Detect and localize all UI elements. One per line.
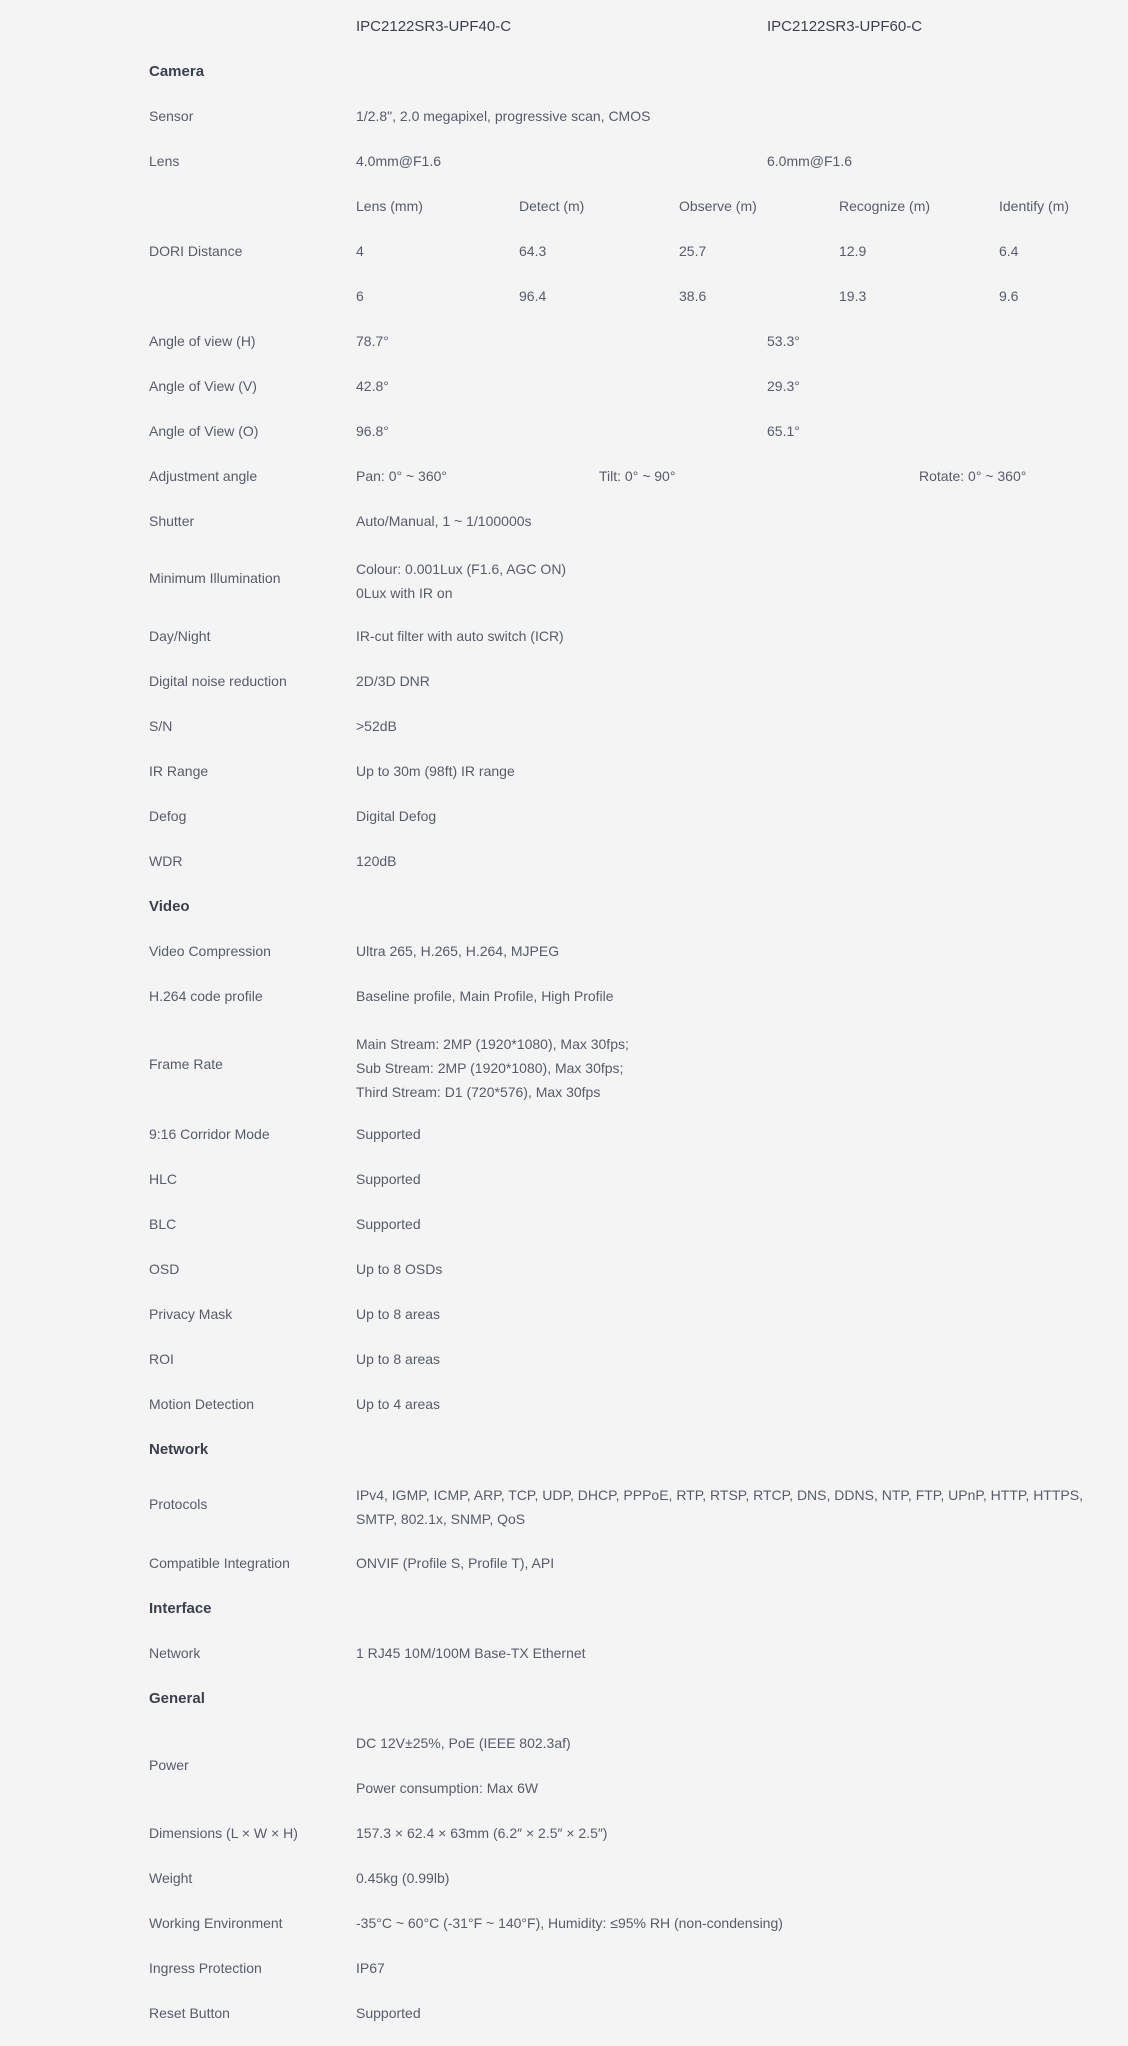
spec-label: Power bbox=[149, 1757, 189, 1773]
spec-value-line: Sub Stream: 2MP (1920*1080), Max 30fps; bbox=[356, 1060, 624, 1076]
spec-label: OSD bbox=[149, 1261, 180, 1277]
dori-cell: 12.9 bbox=[839, 243, 867, 259]
spec-label: Weight bbox=[149, 1870, 193, 1886]
spec-label: Ingress Protection bbox=[149, 1960, 262, 1976]
dori-col-lens: Lens (mm) bbox=[356, 198, 423, 214]
spec-label: WDR bbox=[149, 853, 183, 869]
spec-label: DORI Distance bbox=[149, 243, 243, 259]
spec-value: Ultra 265, H.265, H.264, MJPEG bbox=[356, 943, 560, 959]
spec-label: Digital noise reduction bbox=[149, 673, 287, 689]
spec-value-line: 0Lux with IR on bbox=[356, 585, 453, 601]
spec-label: H.264 code profile bbox=[149, 988, 263, 1004]
spec-label: Working Environment bbox=[149, 1915, 283, 1931]
spec-value: Supported bbox=[356, 1126, 421, 1142]
spec-value-model-1: 42.8° bbox=[356, 378, 389, 394]
spec-value-model-2: 65.1° bbox=[767, 423, 800, 439]
spec-value-line: Colour: 0.001Lux (F1.6, AGC ON) bbox=[356, 561, 567, 577]
dori-cell: 38.6 bbox=[679, 288, 707, 304]
dori-col-observe: Observe (m) bbox=[679, 198, 757, 214]
spec-value: >52dB bbox=[356, 718, 397, 734]
dori-cell: 96.4 bbox=[519, 288, 547, 304]
spec-value-line: DC 12V±25%, PoE (IEEE 802.3af) bbox=[356, 1735, 571, 1751]
spec-label: HLC bbox=[149, 1171, 178, 1187]
spec-value: Baseline profile, Main Profile, High Profile bbox=[356, 988, 614, 1004]
spec-label: Angle of View (V) bbox=[149, 378, 257, 394]
spec-value-line: Third Stream: D1 (720*576), Max 30fps bbox=[356, 1084, 601, 1100]
section-title: General bbox=[149, 1690, 205, 1707]
section-title: Camera bbox=[149, 63, 205, 80]
spec-label: Lens bbox=[149, 153, 180, 169]
section-title: Network bbox=[149, 1441, 209, 1458]
model-2-title: IPC2122SR3-UPF60-C bbox=[767, 18, 923, 35]
dori-cell: 64.3 bbox=[519, 243, 547, 259]
adjustment-pan: Pan: 0° ~ 360° bbox=[356, 468, 447, 484]
model-1-title: IPC2122SR3-UPF40-C bbox=[356, 18, 512, 35]
adjustment-tilt: Tilt: 0° ~ 90° bbox=[599, 468, 676, 484]
spec-value: IR-cut filter with auto switch (ICR) bbox=[356, 628, 564, 644]
dori-cell: 6 bbox=[356, 288, 364, 304]
dori-cell: 25.7 bbox=[679, 243, 707, 259]
spec-label: Angle of View (O) bbox=[149, 423, 259, 439]
spec-label: Privacy Mask bbox=[149, 1306, 233, 1322]
spec-value: 157.3 × 62.4 × 63mm (6.2″ × 2.5″ × 2.5″) bbox=[356, 1825, 608, 1841]
spec-value: 0.45kg (0.99lb) bbox=[356, 1870, 450, 1886]
spec-value-model-1: 78.7° bbox=[356, 333, 389, 349]
spec-value: 1/2.8", 2.0 megapixel, progressive scan, CMOS bbox=[356, 108, 651, 124]
spec-label: S/N bbox=[149, 718, 173, 734]
adjustment-rotate: Rotate: 0° ~ 360° bbox=[919, 468, 1027, 484]
spec-label: Motion Detection bbox=[149, 1396, 255, 1412]
spec-value: Up to 8 OSDs bbox=[356, 1261, 443, 1277]
spec-value: Supported bbox=[356, 2005, 421, 2021]
spec-value: ONVIF (Profile S, Profile T), API bbox=[356, 1555, 555, 1571]
spec-label: Defog bbox=[149, 808, 187, 824]
spec-label: Shutter bbox=[149, 513, 195, 529]
spec-label: IR Range bbox=[149, 763, 209, 779]
spec-label: Reset Button bbox=[149, 2005, 230, 2021]
section-title: Video bbox=[149, 898, 190, 915]
spec-label: Video Compression bbox=[149, 943, 271, 959]
spec-value: Digital Defog bbox=[356, 808, 437, 824]
spec-value-line: Main Stream: 2MP (1920*1080), Max 30fps; bbox=[356, 1036, 629, 1052]
spec-label: 9:16 Corridor Mode bbox=[149, 1126, 270, 1142]
spec-value: 120dB bbox=[356, 853, 397, 869]
spec-label: Dimensions (L × W × H) bbox=[149, 1825, 298, 1841]
section-title: Interface bbox=[149, 1600, 212, 1617]
spec-value-model-1: 4.0mm@F1.6 bbox=[356, 153, 442, 169]
spec-label: Sensor bbox=[149, 108, 194, 124]
dori-cell: 6.4 bbox=[999, 243, 1019, 259]
spec-value-line: Power consumption: Max 6W bbox=[356, 1780, 539, 1796]
spec-label: Protocols bbox=[149, 1496, 208, 1512]
spec-label: Compatible Integration bbox=[149, 1555, 290, 1571]
spec-label: ROI bbox=[149, 1351, 174, 1367]
dori-col-detect: Detect (m) bbox=[519, 198, 585, 214]
spec-value-model-2: 6.0mm@F1.6 bbox=[767, 153, 853, 169]
spec-value: IP67 bbox=[356, 1960, 385, 1976]
spec-label: Minimum Illumination bbox=[149, 570, 281, 586]
spec-value: -35°C ~ 60°C (-31°F ~ 140°F), Humidity: ≤95% RH (non-condensing) bbox=[356, 1915, 783, 1931]
spec-label: Network bbox=[149, 1645, 201, 1661]
spec-value-model-1: 96.8° bbox=[356, 423, 389, 439]
spec-label: Angle of view (H) bbox=[149, 333, 256, 349]
spec-label: Adjustment angle bbox=[149, 468, 258, 484]
spec-label: Day/Night bbox=[149, 628, 211, 644]
spec-value: Supported bbox=[356, 1216, 421, 1232]
spec-value: Up to 8 areas bbox=[356, 1306, 441, 1322]
dori-cell: 19.3 bbox=[839, 288, 867, 304]
dori-cell: 4 bbox=[356, 243, 364, 259]
spec-value-model-2: 53.3° bbox=[767, 333, 800, 349]
spec-value: Supported bbox=[356, 1171, 421, 1187]
spec-value bbox=[356, 557, 566, 605]
spec-label: Frame Rate bbox=[149, 1056, 223, 1072]
dori-col-recognize: Recognize (m) bbox=[839, 198, 931, 214]
spec-value: Up to 4 areas bbox=[356, 1396, 441, 1412]
spec-value-model-2: 29.3° bbox=[767, 378, 800, 394]
dori-col-identify: Identify (m) bbox=[999, 198, 1070, 214]
spec-value: IPv4, IGMP, ICMP, ARP, TCP, UDP, DHCP, PPPoE, RTP, RTSP, RTCP, DNS, DDNS, NTP, FTP, UPnP, HTTP, HTTPS, SMTP, 802.1x, SNMP, QoS bbox=[356, 1487, 1083, 1527]
spec-value: Up to 8 areas bbox=[356, 1351, 441, 1367]
spec-value: Up to 30m (98ft) IR range bbox=[356, 763, 515, 779]
spec-value: 2D/3D DNR bbox=[356, 673, 430, 689]
spec-value: 1 RJ45 10M/100M Base-TX Ethernet bbox=[356, 1645, 586, 1661]
spec-value bbox=[356, 1032, 629, 1104]
spec-value: Auto/Manual, 1 ~ 1/100000s bbox=[356, 513, 532, 529]
spec-label: BLC bbox=[149, 1216, 177, 1232]
dori-cell: 9.6 bbox=[999, 288, 1019, 304]
